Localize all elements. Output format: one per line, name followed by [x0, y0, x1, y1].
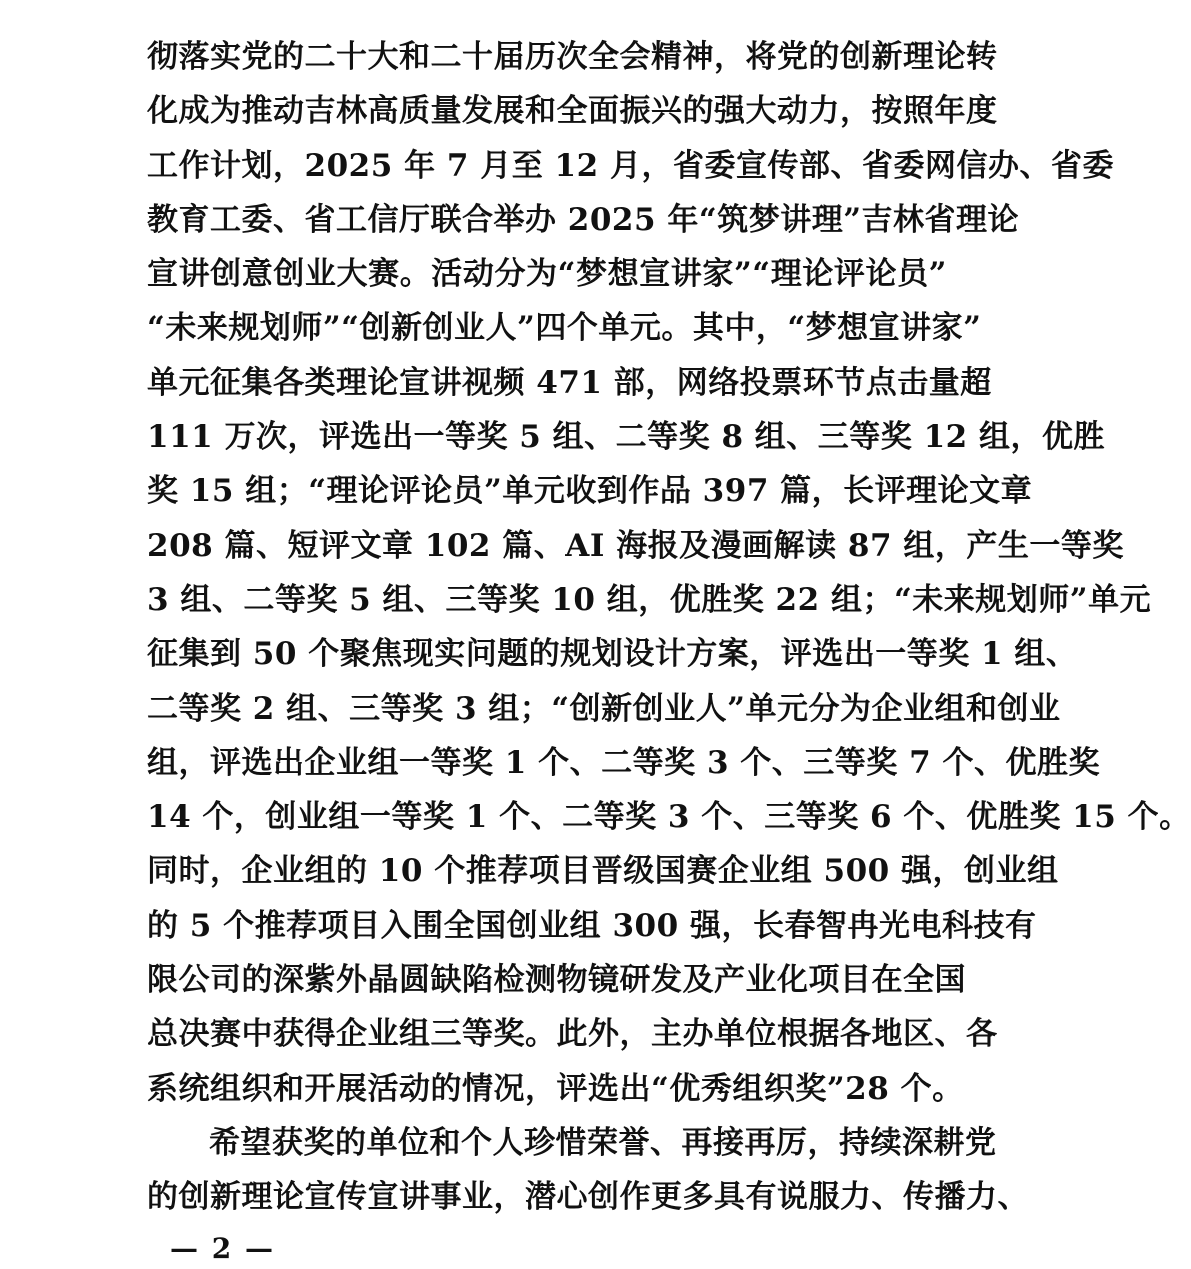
text-line: 限公司的深紫外晶圆缺陷检测物镜研发及产业化项目在全国: [147, 962, 966, 999]
text-line: 单元征集各类理论宣讲视频 471 部，网络投票环节点击量超: [147, 364, 992, 401]
text-line: 教育工委、省工信厅联合举办 2025 年“筑梦讲理”吉林省理论: [147, 201, 1020, 238]
text-line: 彻落实党的二十大和二十届历次全会精神，将党的创新理论转: [147, 39, 998, 75]
text-line: 14 个，创业组一等奖 1 个、二等奖 3 个、三等奖 6 个、优胜奖 15 个。: [147, 799, 1191, 836]
text-line: 总决赛中获得企业组三等奖。此外，主办单位根据各地区、各: [147, 1016, 998, 1053]
text-line: 工作计划，2025 年 7 月至 12 月，省委宣传部、省委网信办、省委: [147, 147, 1114, 184]
body-text: [147, 30, 1191, 1225]
paragraph-first-line: 希望获奖的单位和个人珍惜荣誉、再接再厉，持续深耕党: [209, 1124, 997, 1161]
text-line: 奖 15 组；“理论评论员”单元收到作品 397 篇，长评理论文章: [147, 473, 1033, 510]
text-line: 二等奖 2 组、三等奖 3 组；“创新创业人”单元分为企业组和创业: [147, 690, 1061, 727]
text-line: 111 万次，评选出一等奖 5 组、二等奖 8 组、三等奖 12 组，优胜: [147, 419, 1106, 456]
text-line: 的 5 个推荐项目入围全国创业组 300 强，长春智冉光电科技有: [147, 907, 1037, 944]
text-line: 征集到 50 个聚焦现实问题的规划设计方案，评选出一等奖 1 组、: [147, 636, 1078, 673]
text-line: “未来规划师”“创新创业人”四个单元。其中，“梦想宣讲家”: [147, 310, 982, 347]
text-line: 的创新理论宣传宣讲事业，潜心创作更多具有说服力、传播力、: [147, 1179, 1029, 1216]
text-line: 系统组织和开展活动的情况，评选出“优秀组织奖”28 个。: [147, 1070, 964, 1107]
text-line: 化成为推动吉林高质量发展和全面振兴的强大动力，按照年度: [147, 93, 998, 130]
text-line: 3 组、二等奖 5 组、三等奖 10 组，优胜奖 22 组；“未来规划师”单元: [147, 581, 1152, 618]
text-line: 208 篇、短评文章 102 篇、AI 海报及漫画解读 87 组，产生一等奖: [147, 527, 1124, 564]
text-line: 同时，企业组的 10 个推荐项目晋级国赛企业组 500 强，创业组: [147, 853, 1059, 890]
text-line: 组，评选出企业组一等奖 1 个、二等奖 3 个、三等奖 7 个、优胜奖: [147, 744, 1100, 781]
page-number: — 2 —: [170, 1232, 275, 1265]
text-line: 宣讲创意创业大赛。活动分为“梦想宣讲家”“理论评论员”: [147, 256, 947, 293]
